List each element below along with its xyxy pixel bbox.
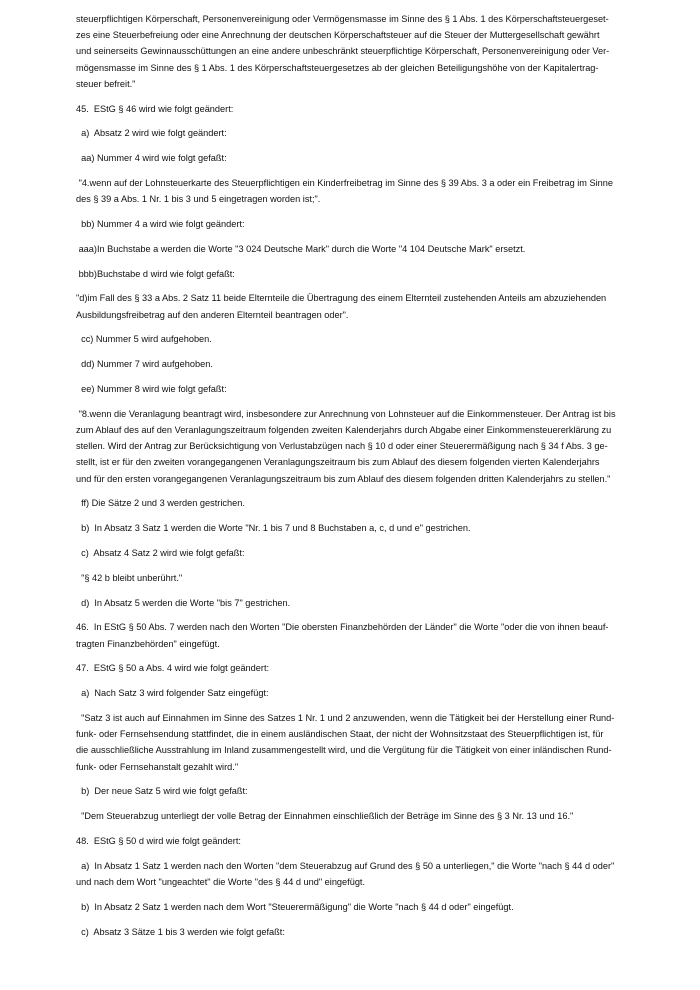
text-line: b) Der neue Satz 5 wird wie folgt gefaßt: [76,786,248,797]
paragraph-p-47a [76,685,632,701]
paragraph-gap [76,915,632,924]
paragraph-gap [76,652,632,661]
paragraph-p-47 [76,660,632,676]
paragraph-p-45ee-text [76,406,632,487]
text-line: c) Absatz 3 Sätze 1 bis 3 werden wie folgt gefaßt: [76,926,285,937]
paragraph-p-45aaa [76,241,632,257]
paragraph-p-cont [76,11,632,92]
paragraph-gap [76,677,632,686]
paragraph-gap [76,611,632,620]
text-line: dd) Nummer 7 wird aufgehoben. [76,359,213,370]
text-line: steuerpflichtigen Körperschaft, Personenvereinigung oder Vermögensmasse im Sinne des § 1 Abs. 1 des Körperschaftsteuergeset- [76,14,609,24]
paragraph-p-45c-text [76,570,632,586]
paragraph-p-45a [76,125,632,141]
paragraph-gap [76,890,632,899]
paragraph-p-48a [76,858,632,890]
paragraph-gap [76,372,632,381]
paragraph-p-45bbb [76,266,632,282]
paragraph-gap [76,701,632,710]
text-line: cc) Nummer 5 wird aufgehoben. [76,334,212,345]
paragraph-p-45c [76,545,632,561]
paragraph-p-48 [76,833,632,849]
paragraph-p-45cc [76,331,632,347]
text-line: und nach dem Wort "ungeachtet" die Worte "des § 44 d und" eingefügt. [76,876,366,887]
text-line: bb) Nummer 4 a wird wie folgt geändert: [76,219,245,229]
text-line: "d)im Fall des § 33 a Abs. 2 Satz 11 beide Elternteile die Übertragung des einem Elternteil zustehenden Anteils am abzuziehenden [76,293,607,304]
paragraph-gap [76,166,632,175]
text-line: die ausschließliche Ausstrahlung im Inland zusammengestellt wird, und die Vergütung für die Tätigkeit von einer inländischen Rund- [76,745,612,756]
paragraph-gap [76,849,632,858]
text-line: 48. EStG § 50 d wird wie folgt geändert: [76,835,241,846]
text-line: b) In Absatz 3 Satz 1 werden die Worte "Nr. 1 bis 7 und 8 Buchstaben a, c, d und e" gestrichen. [76,523,471,534]
document-page [76,11,632,940]
text-line: d) In Absatz 5 werden die Worte "bis 7" gestrichen. [76,597,291,608]
text-line: "Dem Steuerabzug unterliegt der volle Betrag der Einnahmen einschließlich der Beträge im Sinne des § 3 Nr. 13 und 16." [76,811,574,822]
text-line: zes eine Steuerbefreiung oder eine Anrechnung der deutschen Körperschaftsteuer auf die Steuer der Muttergesellschaft gewährt [76,30,600,41]
text-line: a) Absatz 2 wird wie folgt geändert: [76,128,227,139]
text-line: funk- oder Fernsehsendung stattfindet, die in einem ausländischen Staat, der nicht der Wohnsitzstaat des Steuerpflichtigen ist, für [76,729,604,740]
text-line: Ausbildungsfreibetrag auf den anderen Elternteil beantragen oder". [76,309,349,320]
paragraph-p-48c [76,924,632,940]
text-line: funk- oder Fernsehanstalt gezahlt wird." [76,761,239,772]
paragraph-gap [76,800,632,809]
text-line: und für den ersten vorangegangenen Veranlagungszeitraum bis zum Ablauf des diesem folgenden dritten Kalenderjahrs zu stellen." [76,473,611,484]
text-line: ff) Die Sätze 2 und 3 werden gestrichen. [76,498,245,509]
paragraph-gap [76,207,632,216]
paragraph-p-45aa [76,150,632,166]
paragraph-gap [76,117,632,126]
text-line: zum Ablauf des auf den Veranlagungszeitraum folgenden zweiten Kalenderjahrs durch Abgabe einer Einkommensteuererklärung zu [76,424,612,435]
text-line: stellen. Wird der Antrag zur Berücksichtigung von Verlustabzügen nach § 10 d oder einer Steuerermäßigung nach § 34 f Abs. 3 ge- [76,441,608,452]
paragraph-p-45ee [76,381,632,397]
text-line: "Satz 3 ist auch auf Einnahmen im Sinne des Satzes 1 Nr. 1 und 2 anzuwenden, wenn die Tätigkeit bei der Herstellung einer Rund- [76,712,615,723]
paragraph-gap [76,397,632,406]
text-line: tragten Finanzbehörden" eingefügt. [76,638,220,649]
text-line: bbb)Buchstabe d wird wie folgt gefaßt: [76,268,235,279]
paragraph-gap [76,232,632,241]
paragraph-gap [76,323,632,332]
paragraph-gap [76,561,632,570]
paragraph-p-45aa-text [76,175,632,207]
paragraph-p-45d [76,595,632,611]
paragraph-gap [76,348,632,357]
paragraph-p-45 [76,101,632,117]
text-line: stellt, ist er für den zweiten vorangegangenen Veranlagungszeitraum bis zum Ablauf des diesem folgenden vierten Kalenderjahrs [76,457,600,468]
text-line: mögensmasse im Sinne des § 1 Abs. 1 des Körperschaftsteuergesetzes ab der gleichen Beteiligungshöhe von der Kapitalertrag- [76,62,599,73]
text-line: aaa)In Buchstabe a werden die Worte "3 024 Deutsche Mark" durch die Worte "4 104 Deutsche Mark" ersetzt. [76,243,526,254]
paragraph-gap [76,536,632,545]
paragraph-gap [76,92,632,101]
paragraph-p-45b [76,520,632,536]
paragraph-gap [76,257,632,266]
text-line: 45. EStG § 46 wird wie folgt geändert: [76,103,234,114]
text-line: ee) Nummer 8 wird wie folgt gefaßt: [76,383,227,394]
text-line: a) Nach Satz 3 wird folgender Satz eingefügt: [76,688,269,699]
text-line: und seinerseits Gewinnausschüttungen an eine andere unbeschränkt steuerpflichtige Körperschaft, Personenvereinigung oder Ver- [76,46,610,57]
paragraph-p-45bbb-text [76,290,632,322]
paragraph-p-46 [76,619,632,651]
paragraph-gap [76,586,632,595]
text-line: aa) Nummer 4 wird wie folgt gefaßt: [76,153,227,164]
text-line: steuer befreit." [76,78,136,89]
paragraph-p-47b-text [76,808,632,824]
paragraph-p-47b [76,783,632,799]
paragraph-gap [76,824,632,833]
text-line: 47. EStG § 50 a Abs. 4 wird wie folgt geändert: [76,663,270,674]
text-line: c) Absatz 4 Satz 2 wird wie folgt gefaßt: [76,547,245,558]
paragraph-gap [76,282,632,291]
paragraph-gap [76,512,632,521]
text-line: 46. In EStG § 50 Abs. 7 werden nach den Worten "Die obersten Finanzbehörden der Länder" die Worte "oder die von ihnen beauf- [76,622,609,633]
text-line: b) In Absatz 2 Satz 1 werden nach dem Wort "Steuerermäßigung" die Worte "nach § 44 d oder" eingefügt. [76,901,514,912]
paragraph-gap [76,775,632,784]
paragraph-p-47a-text [76,710,632,775]
paragraph-p-45bb [76,216,632,232]
paragraph-p-45ff [76,495,632,511]
text-line: "8.wenn die Veranlagung beantragt wird, insbesondere zur Anrechnung von Lohnsteuer auf die Einkommensteuer. Der Antrag ist bis [76,408,616,419]
paragraph-p-45dd [76,356,632,372]
text-line: "4.wenn auf der Lohnsteuerkarte des Steuerpflichtigen ein Kinderfreibetrag im Sinne des § 39 Abs. 3 a oder ein Freibetrag im Sinne [76,178,613,188]
paragraph-p-48b [76,899,632,915]
text-line: a) In Absatz 1 Satz 1 werden nach den Worten "dem Steuerabzug auf Grund des § 50 a unterliegen," die Worte "nach § 44 d oder" [76,860,615,871]
text-line: des § 39 a Abs. 1 Nr. 1 bis 3 und 5 eingetragen worden ist;". [76,194,321,205]
paragraph-gap [76,487,632,496]
paragraph-gap [76,142,632,151]
text-line: "§ 42 b bleibt unberührt." [76,572,183,583]
